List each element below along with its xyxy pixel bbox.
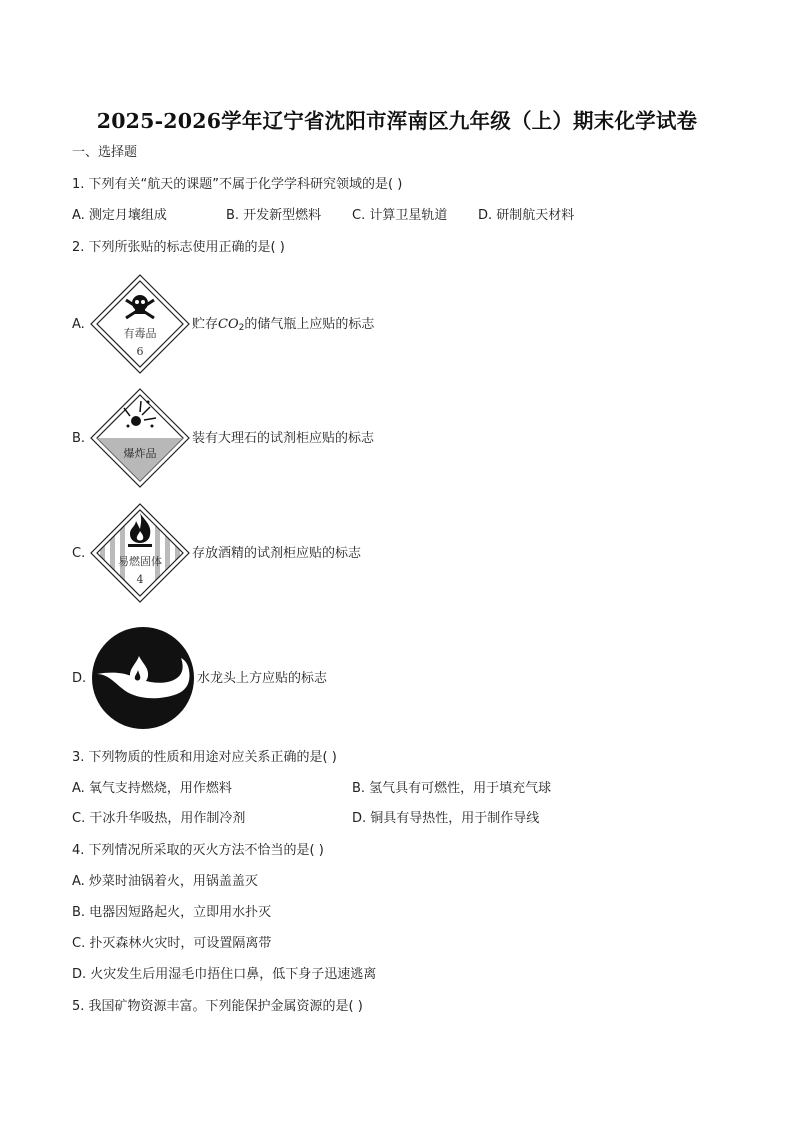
- question-4-option-c: C. 扑灭森林火灾时，可设置隔离带: [72, 936, 272, 951]
- question-3-option-b: B. 氢气具有可燃性，用于填充气球: [352, 781, 552, 796]
- toxic-sign-class: 6: [136, 345, 144, 358]
- toxic-hazard-sign: [90, 274, 190, 374]
- section-heading: 一、选择题: [72, 145, 138, 160]
- explosive-hazard-sign: [90, 388, 190, 488]
- question-2-stem: 2. 下列所张贴的标志使用正确的是( ): [72, 240, 285, 255]
- option-a-prefix: 贮存: [192, 317, 219, 332]
- question-2-option-d-letter: D.: [72, 671, 87, 686]
- question-2-option-a-text: [192, 317, 374, 336]
- option-a-suffix: 的储气瓶上应贴的标志: [244, 317, 375, 332]
- question-1-option-b: B. 开发新型燃料: [226, 208, 322, 223]
- toxic-sign-label: 有毒品: [123, 327, 157, 340]
- question-2-option-c-letter: C.: [72, 546, 86, 561]
- question-3-option-d: D. 铜具有导热性，用于制作导线: [352, 811, 540, 826]
- flammable-sign-class: 4: [136, 573, 144, 586]
- explosive-sign-label: 爆炸品: [123, 447, 157, 460]
- question-2-option-b-text: 装有大理石的试剂柜应贴的标志: [192, 431, 375, 446]
- flammable-solid-sign: [90, 503, 190, 603]
- water-saving-sign: [91, 626, 195, 730]
- question-2-option-c-text: 存放酒精的试剂柜应贴的标志: [192, 546, 362, 561]
- co2-formula: CO: [218, 317, 239, 332]
- question-1-option-d: D. 研制航天材料: [478, 208, 575, 223]
- question-3-stem: 3. 下列物质的性质和用途对应关系正确的是( ): [72, 750, 337, 765]
- page-title: 2025-2026学年辽宁省沈阳市浑南区九年级（上）期末化学试卷: [96, 109, 698, 133]
- question-5-stem: 5. 我国矿物资源丰富。下列能保护金属资源的是( ): [72, 999, 363, 1014]
- question-1-option-c: C. 计算卫星轨道: [352, 208, 448, 223]
- flammable-sign-label: 易燃固体: [118, 555, 162, 568]
- question-4-option-d: D. 火灾发生后用湿毛巾捂住口鼻，低下身子迅速逃离: [72, 967, 377, 982]
- question-4-option-b: B. 电器因短路起火，立即用水扑灭: [72, 905, 272, 920]
- question-1-option-a: A. 测定月壤组成: [72, 208, 167, 223]
- question-2-option-d-text: 水龙头上方应贴的标志: [197, 671, 328, 686]
- question-1-stem: 1. 下列有关“航天的课题”不属于化学学科研究领域的是( ): [72, 177, 403, 192]
- question-4-stem: 4. 下列情况所采取的灭火方法不恰当的是( ): [72, 843, 324, 858]
- question-3-option-a: A. 氧气支持燃烧，用作燃料: [72, 781, 232, 796]
- question-4-option-a: A. 炒菜时油锅着火，用锅盖盖灭: [72, 874, 258, 889]
- question-2-option-a-letter: A.: [72, 317, 85, 332]
- co2-subscript: 2: [238, 323, 245, 333]
- question-2-option-b-letter: B.: [72, 431, 86, 446]
- question-3-option-c: C. 干冰升华吸热，用作制冷剂: [72, 811, 246, 826]
